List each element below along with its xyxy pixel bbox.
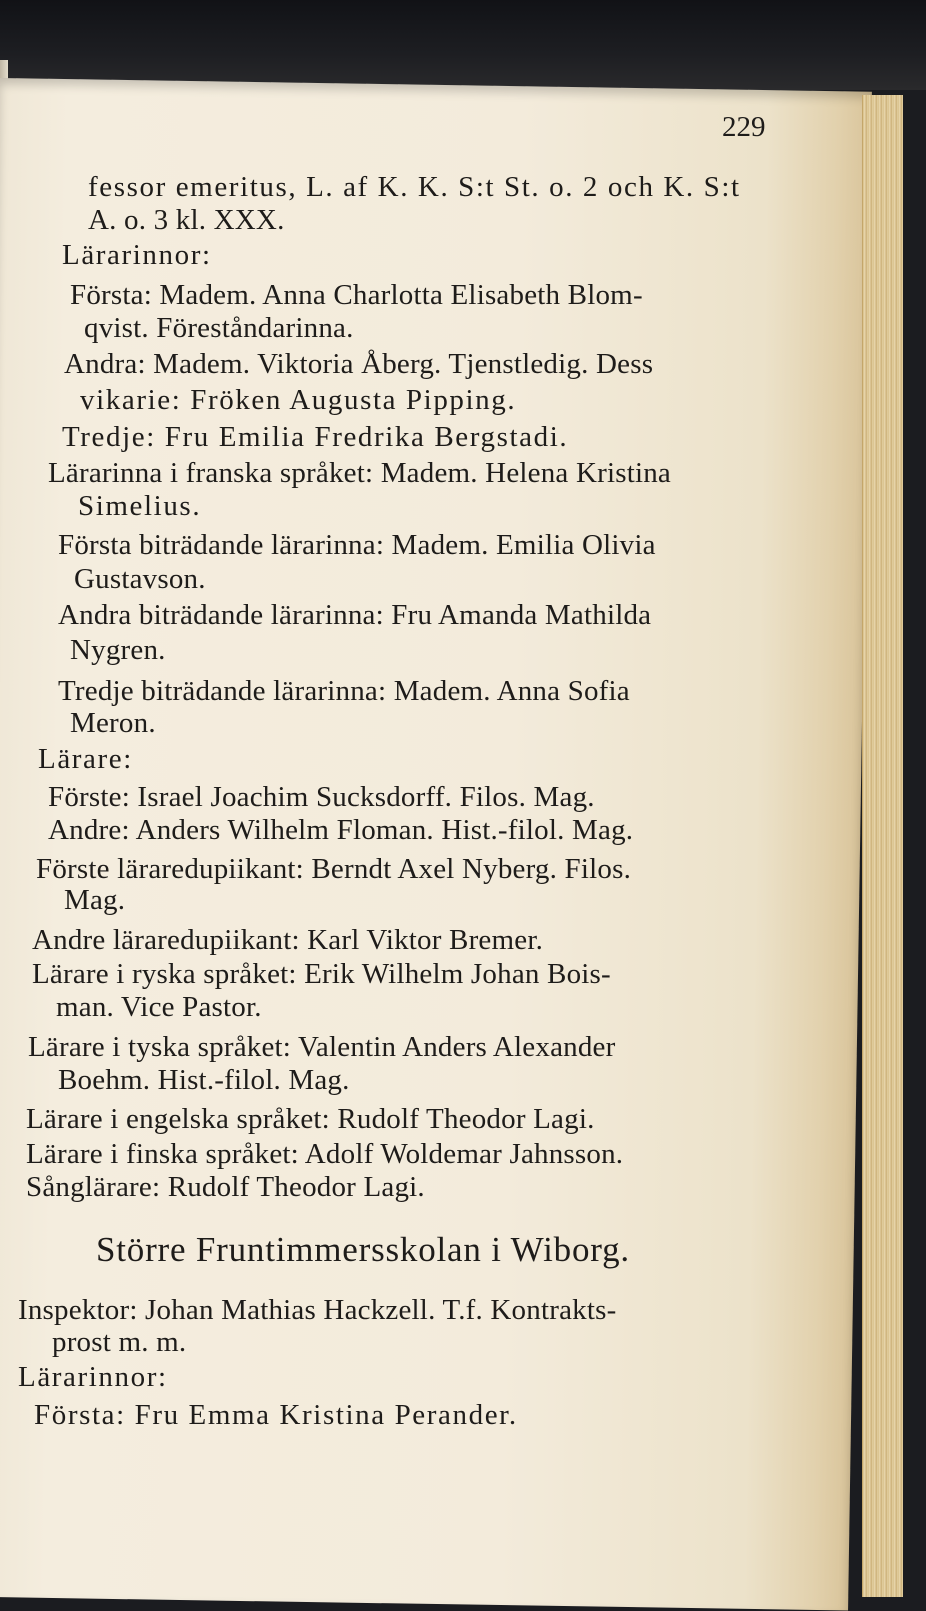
text-line: Förste läraredupiikant: Berndt Axel Nyberg. Filos. [36,853,632,885]
text-line: Förste: Israel Joachim Sucksdorff. Filos. Mag. [48,781,595,813]
text-line: Första: Fru Emma Kristina Perander. [34,1399,518,1431]
text-line: Lärare i tyska språket: Valentin Anders Alexander [28,1031,616,1063]
text-line: Första biträdande lärarinna: Madem. Emilia Olivia [58,529,656,561]
text-line: Sånglärare: Rudolf Theodor Lagi. [26,1171,425,1203]
text-line: Lärarinna i franska språket: Madem. Helena Kristina [48,457,671,489]
section-label: Lärarinnor: [18,1361,168,1393]
section-label: Lärarinnor: [62,239,212,271]
text-line: Andra biträdande lärarinna: Fru Amanda Mathilda [58,599,652,631]
section-heading: Större Fruntimmersskolan i Wiborg. [96,1230,630,1269]
section-label: Lärare: [38,743,133,775]
text-line: Tredje biträdande lärarinna: Madem. Anna Sofia [58,675,630,707]
page-number: 229 [722,111,766,143]
text-line: Mag. [64,884,126,916]
text-line: Tredje: Fru Emilia Fredrika Bergstadi. [62,421,569,453]
text-line: Boehm. Hist.-filol. Mag. [58,1064,350,1096]
text-line: Andre: Anders Wilhelm Floman. Hist.-filol. Mag. [48,814,634,846]
text-line: Simelius. [78,490,202,522]
text-line: Lärare i engelska språket: Rudolf Theodor Lagi. [26,1103,595,1135]
text-line: Lärare i finska språket: Adolf Woldemar Jahnsson. [26,1138,624,1170]
text-line: fessor emeritus, L. af K. K. S:t St. o. 2 och K. S:t [88,171,741,203]
text-line: Inspektor: Johan Mathias Hackzell. T.f. Kontrakts- [18,1294,617,1326]
text-line: Andre läraredupiikant: Karl Viktor Bremer. [32,924,544,956]
text-line: A. o. 3 kl. XXX. [88,204,285,236]
text-line: Nygren. [70,634,166,666]
text-line: Lärare i ryska språket: Erik Wilhelm Johan Bois- [32,958,611,990]
text-line: Meron. [70,707,156,739]
text-line: Gustavson. [74,563,206,595]
text-line: man. Vice Pastor. [56,991,262,1023]
text-line: Första: Madem. Anna Charlotta Elisabeth Blom- [70,279,643,311]
text-line: vikarie: Fröken Augusta Pipping. [80,384,517,416]
text-line: qvist. Föreståndarinna. [84,312,354,344]
text-line: prost m. m. [52,1326,187,1358]
text-line: Andra: Madem. Viktoria Åberg. Tjenstledig. Dess [64,348,654,380]
